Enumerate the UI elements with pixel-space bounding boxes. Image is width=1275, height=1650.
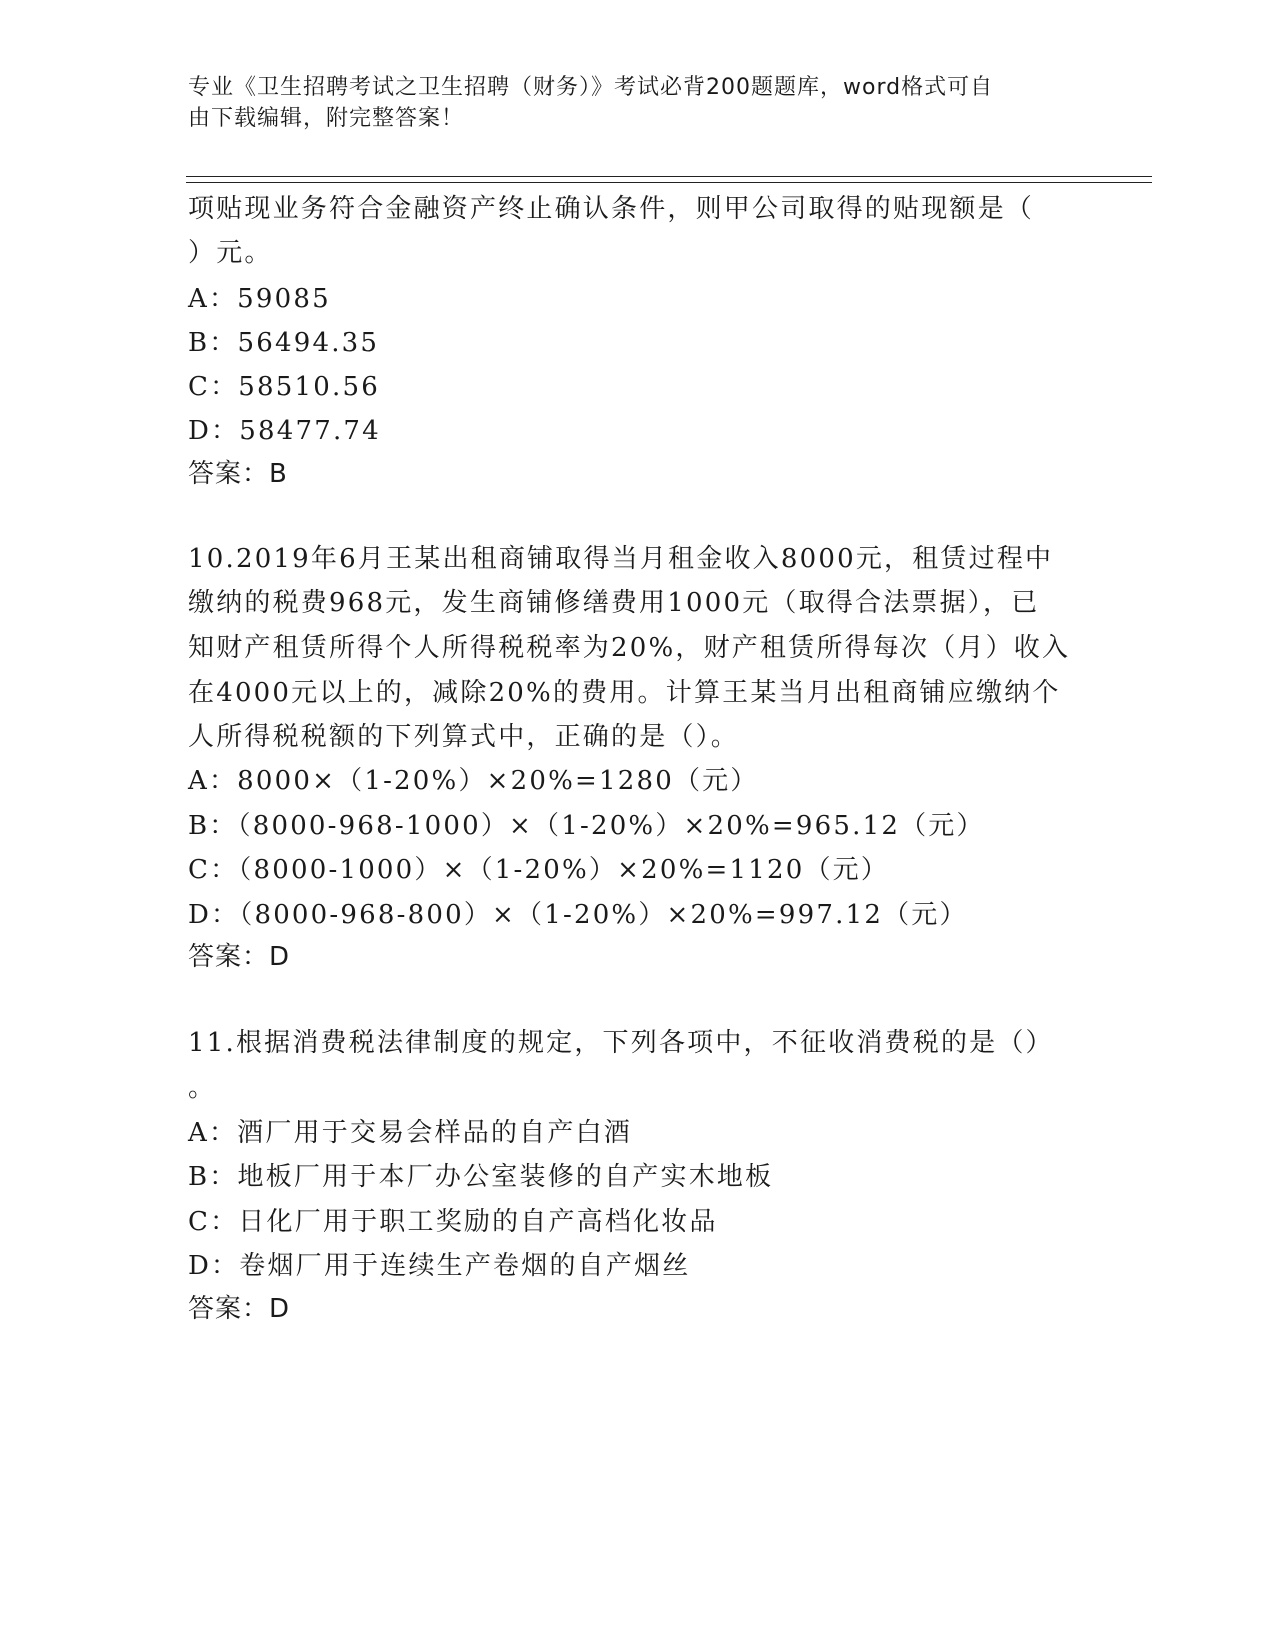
q11-option-b: B：地板厂用于本厂办公室装修的自产实木地板 (188, 1162, 774, 1192)
q11-option-a: A：酒厂用于交易会样品的自产白酒 (188, 1118, 632, 1148)
q10-stem-line-3: 知财产租赁所得个人所得税税率为20%，财产租赁所得每次（月）收入 (188, 633, 1071, 663)
q10-option-d: D：（8000-968-800）×（1-20%）×20%=997.12（元） (188, 900, 968, 930)
q11-option-c: C：日化厂用于职工奖励的自产高档化妆品 (188, 1207, 718, 1237)
q10-option-a: A：8000×（1-20%）×20%=1280（元） (188, 766, 759, 796)
q9-option-a: A：59085 (188, 284, 331, 314)
header-rule-bottom (186, 182, 1152, 183)
q10-stem-line-2: 缴纳的税费968元，发生商铺修缮费用1000元（取得合法票据），已 (188, 588, 1040, 618)
q11-stem-line-1: 11.根据消费税法律制度的规定，下列各项中，不征收消费税的是（） (188, 1028, 1054, 1058)
q10-stem-line-4: 在4000元以上的，减除20%的费用。计算王某当月出租商铺应缴纳个 (188, 678, 1061, 708)
q11-stem-line-2: 。 (188, 1073, 217, 1103)
page-header (188, 72, 1068, 134)
q9-stem-line-1: 项贴现业务符合金融资产终止确认条件，则甲公司取得的贴现额是（ (188, 194, 1035, 224)
q11-option-d: D：卷烟厂用于连续生产卷烟的自产烟丝 (188, 1251, 691, 1281)
q10-answer: 答案：D (188, 942, 291, 972)
q10-option-b: B：（8000-968-1000）×（1-20%）×20%=965.12（元） (188, 811, 985, 841)
header-rule-top (186, 176, 1152, 177)
q10-option-c: C：（8000-1000）×（1-20%）×20%=1120（元） (188, 855, 890, 885)
q9-option-b: B：56494.35 (188, 328, 380, 358)
q10-stem-line-1: 10.2019年6月王某出租商铺取得当月租金收入8000元，租赁过程中 (188, 544, 1054, 574)
header-line-2: 由下载编辑，附完整答案！ (188, 106, 465, 131)
header-line-1: 专业《卫生招聘考试之卫生招聘（财务）》考试必背200题题库，word格式可自 (188, 75, 994, 100)
q10-stem-line-5: 人所得税税额的下列算式中，正确的是（）。 (188, 722, 740, 752)
q11-answer: 答案：D (188, 1294, 291, 1324)
q9-option-d: D：58477.74 (188, 416, 381, 446)
q9-stem-line-2: ）元。 (188, 238, 273, 268)
q9-answer: 答案：B (188, 459, 288, 489)
q9-option-c: C：58510.56 (188, 372, 380, 402)
